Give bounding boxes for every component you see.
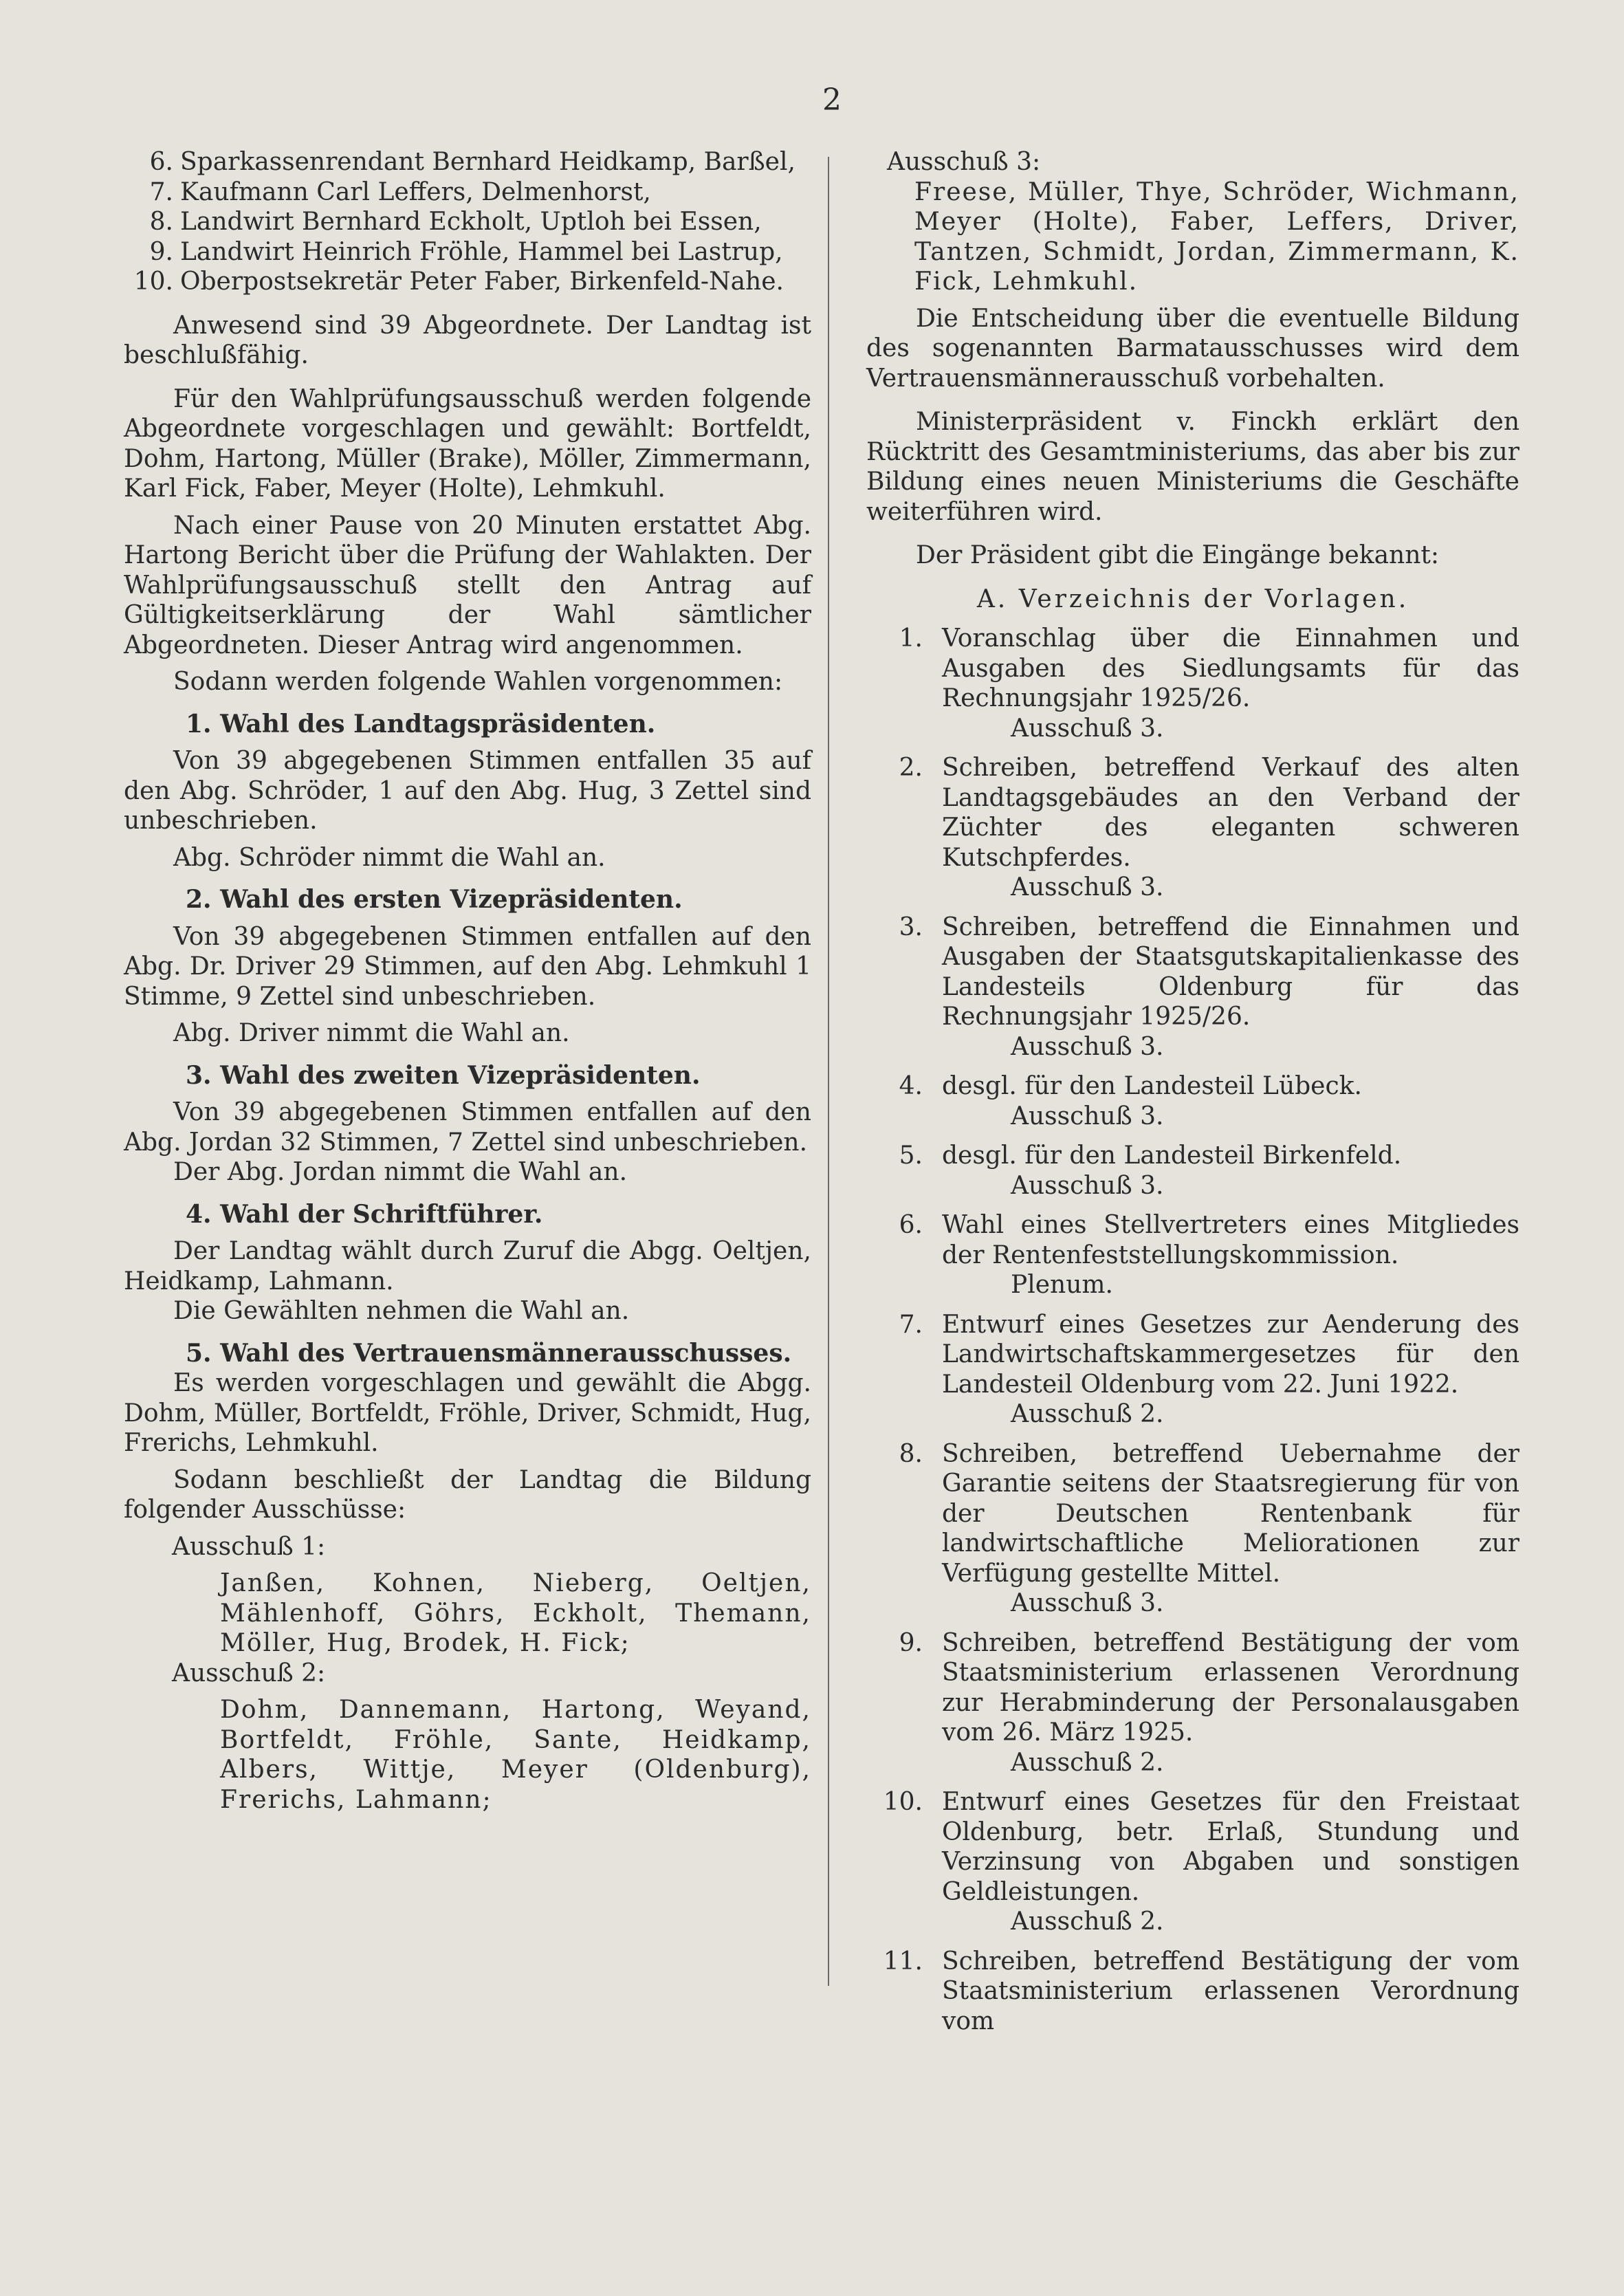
list-item: 6. Sparkassenrendant Bernhard Heidkamp, Barßel,	[149, 148, 795, 176]
heading-wahl-erster-vize: 2. Wahl des ersten Vizepräsidenten.	[186, 885, 683, 914]
column-divider	[828, 157, 829, 1986]
ausschuss-3-label: Ausschuß 3:	[887, 148, 1041, 176]
paragraph-h5a: Es werden vorgeschlagen und gewählt die Abgg. Dohm, Müller, Bortfeldt, Fröhle, Driver, Schmidt, Hug, Frerichs, Lehmkuhl.	[124, 1369, 811, 1457]
heading-wahl-vertrauensmaenner: 5. Wahl des Vertrauensmännerausschusses.	[186, 1338, 792, 1368]
list-item: 7. Kaufmann Carl Leffers, Delmenhorst,	[149, 177, 651, 206]
list-item: 3. Schreiben, betreffend die Einnahmen und Ausgaben der Staatsgutskapitalienkasse des Landesteils Oldenburg für das Rechnungsjahr 1925/26. Ausschuß 3.	[899, 912, 1519, 1061]
section-title: A. Verzeichnis der Vorlagen.	[976, 584, 1409, 613]
list-item: 2. Schreiben, betreffend Verkauf des alten Landtagsgebäudes an den Verband der Züchter des eleganten schweren Kutschpferdes. Ausschuß 3.	[899, 754, 1519, 901]
list-item: 4. desgl. für den Landesteil Lübeck. Ausschuß 3.	[899, 1072, 1362, 1130]
paragraph-anwesend: Anwesend sind 39 Abgeordnete. Der Landtag ist beschlußfähig.	[124, 311, 811, 369]
paragraph-h3a: Von 39 abgegebenen Stimmen entfallen auf den Abg. Jordan 32 Stimmen, 7 Zettel sind unbeschrieben.	[124, 1098, 811, 1157]
vorlagen-list	[866, 624, 1519, 2036]
list-item: 11. Schreiben, betreffend Bestätigung der vom Staatsministerium erlassenen Verordnung vom	[883, 1947, 1519, 2035]
ausschuss-1-members: Janßen, Kohnen, Nieberg, Oeltjen, Mählenhoff, Göhrs, Eckholt, Themann, Möller, Hug, Brodek, H. Fick;	[220, 1569, 811, 1657]
list-item: 10. Oberpostsekretär Peter Faber, Birkenfeld-Nahe.	[133, 267, 784, 296]
paragraph-pause: Nach einer Pause von 20 Minuten erstattet Abg. Hartong Bericht über die Prüfung der Wahlakten. Der Wahlprüfungsausschuß stellt den Antrag auf Gültigkeitserklärung der Wahl sämtlicher Abgeordneten. Dieser Antrag wird angenommen.	[124, 511, 811, 659]
paragraph-h2a: Von 39 abgegebenen Stimmen entfallen auf den Abg. Dr. Driver 29 Stimmen, auf den Abg. Lehmkuhl 1 Stimme, 9 Zettel sind unbeschrieben.	[124, 922, 811, 1011]
paragraph-h4a: Der Landtag wählt durch Zuruf die Abgg. Oeltjen, Heidkamp, Lahmann.	[124, 1237, 811, 1295]
list-item: 8. Schreiben, betreffend Uebernahme der Garantie seitens der Staatsregierung für von der Deutschen Rentenbank für landwirtschaftliche Meliorationen zur Verfügung gestellte Mittel. Ausschuß 3.	[899, 1439, 1519, 1617]
list-item: 10. Entwurf eines Gesetzes für den Freistaat Oldenburg, betr. Erlaß, Stundung und Verzinsung von Abgaben und sonstigen Geldleistungen. Ausschuß 2.	[883, 1788, 1519, 1936]
paragraph-h1a: Von 39 abgegebenen Stimmen entfallen 35 auf den Abg. Schröder, 1 auf den Abg. Hug, 3 Zettel sind unbeschrieben.	[124, 747, 811, 835]
list-item: 9. Landwirt Heinrich Fröhle, Hammel bei Lastrup,	[149, 237, 783, 266]
paragraph-h2b: Abg. Driver nimmt die Wahl an.	[173, 1019, 570, 1047]
paragraph-finckh: Ministerpräsident v. Finckh erklärt den Rücktritt des Gesamtministeriums, das aber bis zur Bildung eines neuen Ministeriums die Geschäfte weiterführen wird.	[866, 408, 1519, 526]
ausschuss-3-members: Freese, Müller, Thye, Schröder, Wichmann, Meyer (Holte), Faber, Leffers, Driver, Tantzen, Schmidt, Jordan, Zimmermann, K. Fick, Lehmkuhl.	[914, 177, 1519, 296]
paragraph-eingaenge: Der Präsident gibt die Eingänge bekannt:	[916, 541, 1440, 569]
ausschuss-2-members: Dohm, Dannemann, Hartong, Weyand, Bortfeldt, Fröhle, Sante, Heidkamp, Albers, Wittje, Meyer (Oldenburg), Frerichs, Lahmann;	[220, 1696, 811, 1814]
heading-wahl-praesident: 1. Wahl des Landtagspräsidenten.	[186, 709, 656, 739]
paragraph-sodann: Sodann werden folgende Wahlen vorgenommen:	[173, 668, 783, 696]
paragraph-h4b: Die Gewählten nehmen die Wahl an.	[173, 1297, 630, 1325]
paragraph-wahlpruefung: Für den Wahlprüfungsausschuß werden folgende Abgeordnete vorgeschlagen und gewählt: Bortfeldt, Dohm, Hartong, Müller (Brake), Möller, Zimmermann, Karl Fick, Faber, Meyer (Holte), Lehmkuhl.	[124, 384, 811, 503]
paragraph-h3b: Der Abg. Jordan nimmt die Wahl an.	[173, 1158, 628, 1186]
list-item: 5. desgl. für den Landesteil Birkenfeld. Ausschuß 3.	[899, 1141, 1402, 1200]
left-column	[124, 147, 811, 1815]
ausschuss-2-label: Ausschuß 2:	[172, 1659, 326, 1687]
list-item: 8. Landwirt Bernhard Eckholt, Uptloh bei Essen,	[149, 208, 762, 236]
list-item: 6. Wahl eines Stellvertreters eines Mitgliedes der Rentenfeststellungskommission. Plenum.	[899, 1211, 1519, 1299]
paragraph-h5b: Sodann beschließt der Landtag die Bildung folgender Ausschüsse:	[124, 1465, 811, 1524]
list-item: 9. Schreiben, betreffend Bestätigung der vom Staatsministerium erlassenen Verordnung zur Herabminderung der Personalausgaben vom 26. März 1925. Ausschuß 2.	[899, 1628, 1519, 1777]
ausschuss-1-label: Ausschuß 1:	[172, 1532, 326, 1561]
page-number: 2	[822, 83, 842, 118]
paragraph-barmat: Die Entscheidung über die eventuelle Bildung des sogenannten Barmatausschusses wird dem Vertrauensmännerausschuß vorbehalten.	[866, 304, 1519, 393]
paragraph-h1b: Abg. Schröder nimmt die Wahl an.	[173, 843, 606, 872]
list-item: 7. Entwurf eines Gesetzes zur Aenderung des Landwirtschaftskammergesetzes für den Landesteil Oldenburg vom 22. Juni 1922. Ausschuß 2.	[899, 1310, 1519, 1428]
member-list	[124, 147, 811, 297]
heading-wahl-zweiter-vize: 3. Wahl des zweiten Vizepräsidenten.	[186, 1060, 701, 1090]
right-column	[866, 147, 1519, 2036]
heading-wahl-schriftfuehrer: 4. Wahl der Schriftführer.	[186, 1199, 543, 1229]
list-item: 1. Voranschlag über die Einnahmen und Ausgaben des Siedlungsamts für das Rechnungsjahr 1925/26. Ausschuß 3.	[899, 624, 1519, 743]
